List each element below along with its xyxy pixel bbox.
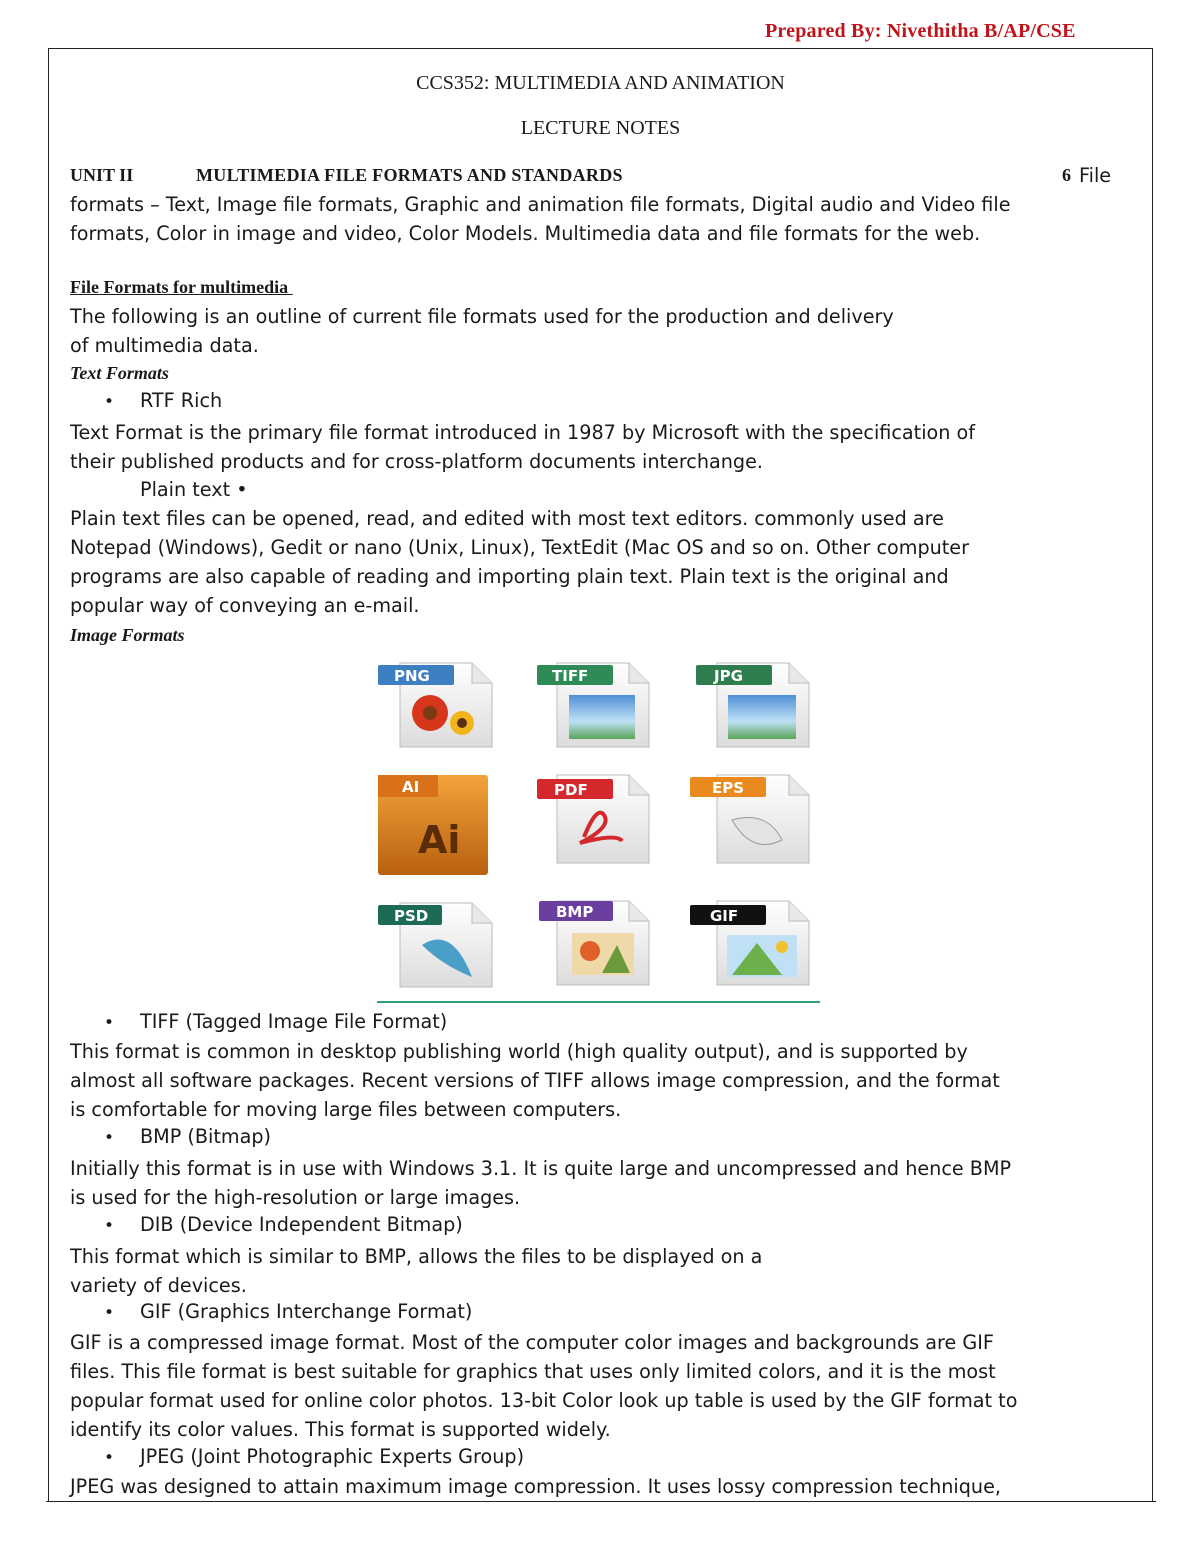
rtf-bullet: RTF Rich: [140, 389, 223, 412]
text-formats-heading: Text Formats: [70, 363, 169, 383]
ai-big-letters: Ai: [418, 818, 461, 862]
svg-text:GIF: GIF: [710, 907, 739, 925]
gif-description: GIF is a compressed image format. Most of the computer color images and backgrounds are GIF: [70, 1331, 994, 1354]
lecture-notes-title: LECTURE NOTES: [520, 117, 681, 139]
bullet-marker: •: [104, 1013, 115, 1033]
tiff-description: This format is common in desktop publishing world (high quality output), and is supported by: [70, 1040, 968, 1063]
unit-hours: 6: [1062, 165, 1071, 185]
syllabus-line: formats, Color in image and video, Color Models. Multimedia data and file formats for the web.: [70, 222, 981, 245]
bmp-description: Initially this format is in use with Windows 3.1. It is quite large and uncompressed and hence BMP: [70, 1157, 1012, 1180]
png-tag: PNG: [394, 667, 430, 685]
image-formats-heading: Image Formats: [70, 625, 185, 645]
dib-description: This format which is similar to BMP, allows the files to be displayed on a: [70, 1245, 763, 1268]
plain-text-label: Plain text •: [140, 478, 248, 501]
intro-line: The following is an outline of current file formats used for the production and delivery: [70, 305, 894, 328]
svg-text:PSD: PSD: [394, 907, 429, 925]
jpeg-description: JPEG was designed to attain maximum image compression. It uses lossy compression technique,: [70, 1475, 1001, 1498]
prepared-by-header: Prepared By: Nivethitha B/AP/CSE: [765, 20, 1076, 42]
gif-description: identify its color values. This format is supported widely.: [70, 1418, 611, 1441]
svg-text:TIFF: TIFF: [552, 667, 589, 685]
course-title: CCS352: MULTIMEDIA AND ANIMATION: [416, 72, 785, 94]
page-bottom-rule: [46, 1501, 1156, 1502]
dib-description: variety of devices.: [70, 1274, 247, 1297]
svg-text:BMP: BMP: [556, 903, 594, 921]
gif-description: popular format used for online color photos. 13-bit Color look up table is used by the GIF format to: [70, 1389, 1018, 1412]
tiff-description: almost all software packages. Recent versions of TIFF allows image compression, and the format: [70, 1069, 1000, 1092]
unit-name: MULTIMEDIA FILE FORMATS AND STANDARDS: [196, 165, 623, 185]
rtf-description: Text Format is the primary file format introduced in 1987 by Microsoft with the specification of: [70, 421, 976, 444]
unit-label: UNIT II: [70, 165, 134, 185]
tiff-bullet: TIFF (Tagged Image File Format): [140, 1010, 448, 1033]
gif-description: files. This file format is best suitable for graphics that uses only limited colors, and it is the most: [70, 1360, 996, 1383]
intro-line: of multimedia data.: [70, 334, 259, 357]
bmp-description: is used for the high-resolution or large images.: [70, 1186, 521, 1209]
png-file-icon: [378, 663, 492, 747]
psd-file-icon: [378, 903, 492, 987]
bullet-marker: •: [104, 392, 115, 412]
bullet-marker: •: [104, 1216, 115, 1236]
section-heading: File Formats for multimedia: [70, 277, 293, 297]
icon-grid-underline: [377, 1001, 820, 1003]
bullet-marker: •: [104, 1303, 115, 1323]
jpeg-bullet: JPEG (Joint Photographic Experts Group): [140, 1445, 525, 1468]
svg-text:AI: AI: [402, 778, 420, 796]
dib-bullet: DIB (Device Independent Bitmap): [140, 1213, 463, 1236]
eps-file-icon: [690, 775, 809, 863]
syllabus-start: File: [1079, 164, 1112, 187]
svg-text:PDF: PDF: [554, 781, 588, 799]
svg-text:JPG: JPG: [714, 667, 743, 685]
pdf-file-icon: [537, 775, 649, 863]
bmp-file-icon: [539, 901, 649, 985]
plain-text-description: Plain text files can be opened, read, and edited with most text editors. commonly used are: [70, 507, 944, 530]
tiff-description: is comfortable for moving large files between computers.: [70, 1098, 622, 1121]
bullet-marker: •: [104, 1448, 115, 1468]
syllabus-line: formats – Text, Image file formats, Graphic and animation file formats, Digital audio and Video file: [70, 193, 1011, 216]
plain-text-description: popular way of conveying an e-mail.: [70, 594, 420, 617]
file-format-icons: [372, 655, 822, 1005]
bullet-marker: •: [104, 1128, 115, 1148]
gif-file-icon: [690, 901, 809, 985]
plain-text-description: programs are also capable of reading and importing plain text. Plain text is the original and: [70, 565, 949, 588]
jpg-file-icon: [696, 663, 809, 747]
bmp-bullet: BMP (Bitmap): [140, 1125, 272, 1148]
svg-text:EPS: EPS: [712, 779, 745, 797]
plain-text-description: Notepad (Windows), Gedit or nano (Unix, Linux), TextEdit (Mac OS and so on. Other computer: [70, 536, 969, 559]
gif-bullet: GIF (Graphics Interchange Format): [140, 1300, 473, 1323]
ai-file-icon: [378, 775, 488, 875]
tiff-file-icon: [537, 663, 649, 747]
file-format-icon-grid: [372, 655, 822, 1005]
rtf-description: their published products and for cross-platform documents interchange.: [70, 450, 764, 473]
